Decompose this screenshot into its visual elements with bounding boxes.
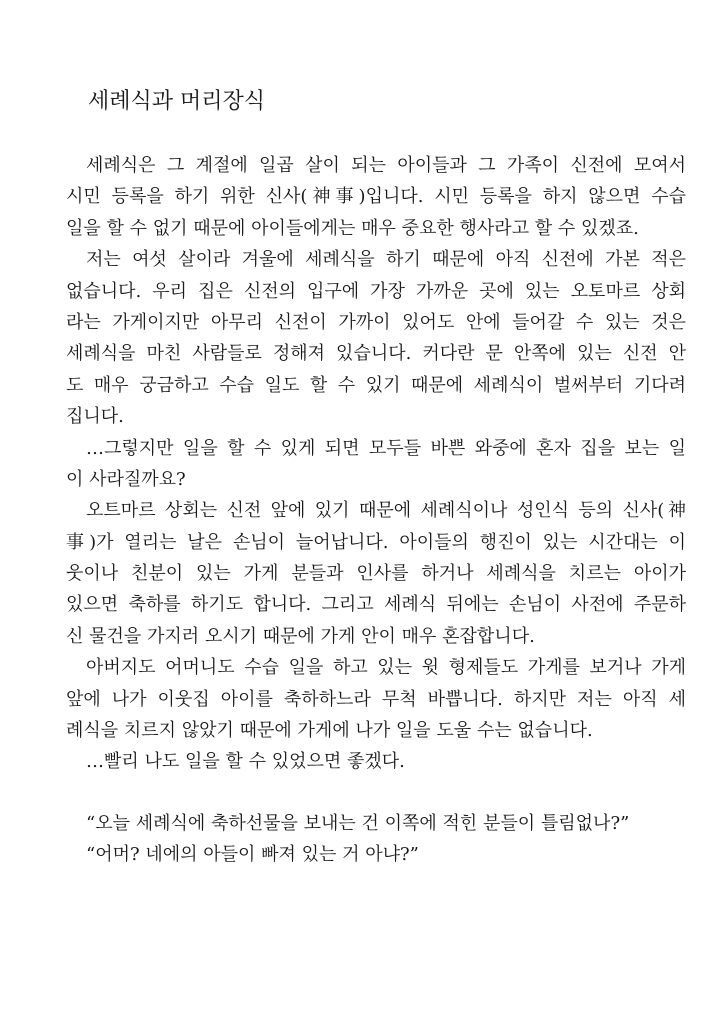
text-line: 事)가 열리는 날은 손님이 늘어납니다. 아이들의 행진이 있는 시간대는 이 — [66, 531, 686, 553]
text-line: 시민 등록을 하기 위한 신사(神事)입니다. 시민 등록을 하지 않으면 수습 — [66, 186, 686, 208]
text-line: 일을 할 수 없기 때문에 아이들에게는 매우 중요한 행사라고 할 수 있겠죠. — [66, 217, 639, 239]
paragraph — [66, 150, 686, 244]
dialogue-line: “오늘 세례식에 축하선물을 보내는 건 이쪽에 적힌 분들이 틀림없나?” — [86, 812, 630, 834]
dialogue-line: “어머? 네에의 아들이 빠져 있는 거 아냐?” — [86, 844, 419, 866]
text-line: 앞에 나가 이웃집 아이를 축하하느라 무척 바쁩니다. 하지만 저는 아직 세 — [66, 688, 686, 710]
paragraph — [66, 495, 686, 652]
dialogue-block — [66, 808, 686, 871]
paragraph — [66, 244, 686, 432]
text-line: …빨리 나도 일을 할 수 있었으면 좋겠다. — [86, 751, 405, 773]
body-text — [66, 150, 686, 871]
paragraph — [66, 746, 686, 777]
text-line: 세례식을 마친 사람들로 정해져 있습니다. 커다란 문 안쪽에 있는 신전 안 — [66, 343, 686, 365]
text-line: 오트마르 상회는 신전 앞에 있기 때문에 세례식이나 성인식 등의 신사(神 — [86, 500, 686, 522]
section-gap — [66, 778, 686, 808]
text-line: 도 매우 궁금하고 수습 일도 할 수 있기 때문에 세례식이 벌써부터 기다려 — [66, 374, 686, 396]
paragraph — [66, 652, 686, 746]
text-line: 이 사라질까요? — [66, 468, 186, 490]
text-line: 신 물건을 가지러 오시기 때문에 가게 안이 매우 혼잡합니다. — [66, 625, 535, 647]
paragraph — [66, 433, 686, 496]
text-line: …그렇지만 일을 할 수 있게 되면 모두들 바쁜 와중에 혼자 집을 보는 일 — [86, 437, 686, 459]
text-line: 없습니다. 우리 집은 신전의 입구에 가장 가까운 곳에 있는 오토마르 상회 — [66, 280, 686, 302]
text-line: 아버지도 어머니도 수습 일을 하고 있는 윗 형제들도 가게를 보거나 가게 — [86, 657, 686, 679]
text-line: 저는 여섯 살이라 겨울에 세례식을 하기 때문에 아직 신전에 가본 적은 — [86, 249, 686, 271]
text-line: 집니다. — [66, 406, 124, 428]
chapter-title: 세례식과 머리장식 — [88, 89, 266, 114]
text-line: 례식을 치르지 않았기 때문에 가게에 나가 일을 도울 수는 없습니다. — [66, 720, 593, 742]
text-line: 세례식은 그 계절에 일곱 살이 되는 아이들과 그 가족이 신전에 모여서 — [86, 155, 686, 176]
text-line: 있으면 축하를 하기도 합니다. 그리고 세례식 뒤에는 손님이 사전에 주문하 — [66, 594, 686, 616]
text-line: 라는 가게이지만 아무리 신전이 가까이 있어도 안에 들어갈 수 있는 것은 — [66, 311, 686, 333]
text-line: 웃이나 친분이 있는 가게 분들과 인사를 하거나 세례식을 치르는 아이가 — [66, 563, 686, 585]
